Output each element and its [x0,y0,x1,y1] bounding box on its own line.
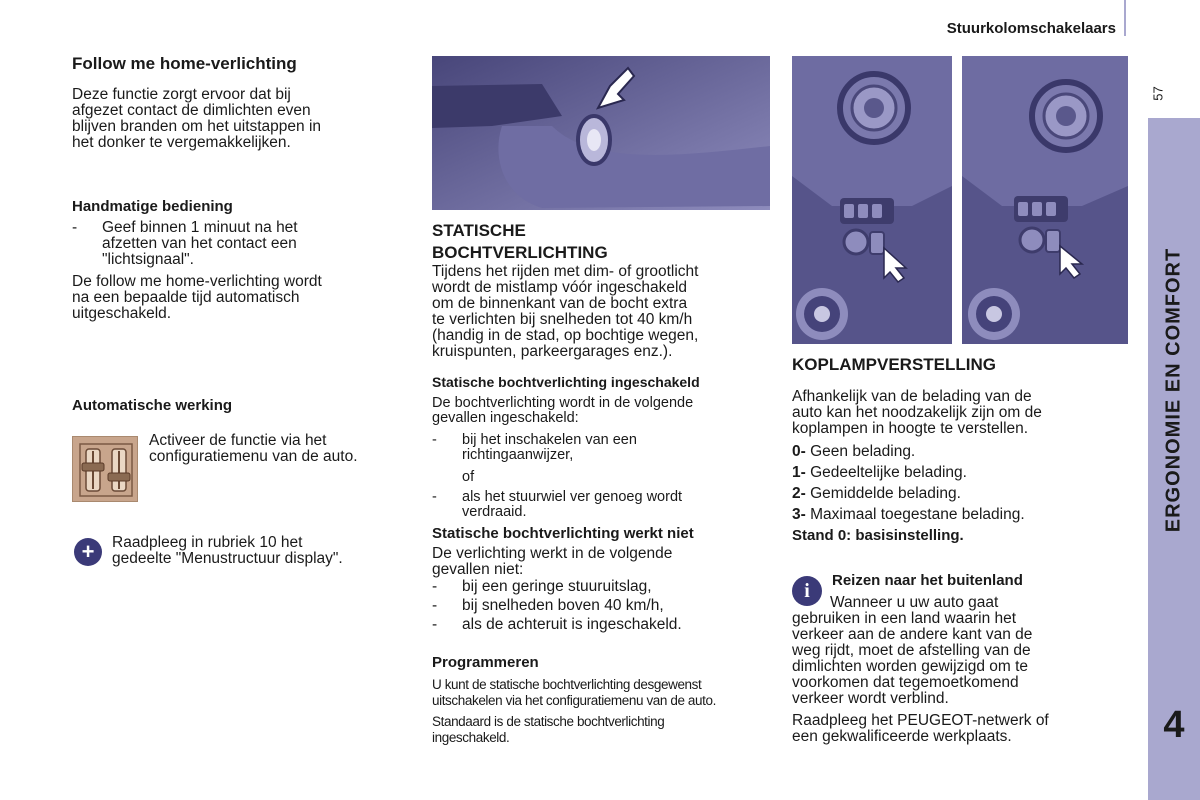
cornering-on-heading: Statische bochtverlichting ingeschakeld [432,374,700,390]
headlamp-adjustment-title: KOPLAMPVERSTELLING [792,355,997,374]
manual-operation-item: - Geef binnen 1 minuut na het afzetten van het contact een "lichtsignaal". [72,220,412,268]
static-cornering-intro: Tijdens het rijden met dim- of grootlicht wordt de mistlamp vóór ingeschakeld om de binnenkant van de bocht extra te verlichten bij snelheden tot 40 km/h (handig in de stad, op bochtige wegen, kruispunten, parkeergarages enz.). [432,263,699,360]
chapter-number: 4 [1163,704,1185,746]
load-level-3: 3- Maximaal toegestane belading. [792,506,1025,523]
dashboard-illustration-left [792,56,952,344]
page-header-title: Stuurkolomschakelaars [946,20,1116,37]
programming-heading: Programmeren [432,654,539,671]
load-level-1: 1- Gedeeltelijke belading. [792,464,967,481]
cornering-off-text: De verlichting werkt in de volgende gevallen niet: [432,545,673,578]
manual-operation-heading: Handmatige bediening [72,198,233,215]
load-levels-list [792,441,1025,525]
section-title-follow-me-home: Follow me home-verlichting [72,54,297,73]
abroad-text: Wanneer u uw auto gaat gebruiken in een land waarin het verkeer aan de andere kant van de weg rijdt, moet de afstelling van de dimlichten worden gewijzigd om te voorkomen dat tegemoetkomend verkeer wordt verblind. [792,594,1033,707]
dashboard-illustration-right [962,56,1128,344]
consult-menu-note: Raadpleeg in rubriek 10 het gedeelte "Menustructuur display". [112,534,343,567]
automatic-operation-heading: Automatische werking [72,397,233,414]
abroad-heading: Reizen naar het buitenland [832,572,1023,589]
cornering-off-item-2: - bij snelheden boven 40 km/h, [432,598,772,614]
chapter-tab [1148,118,1200,800]
settings-sliders-icon [72,436,138,502]
cornering-off-heading: Statische bochtverlichting werkt niet [432,525,694,542]
cornering-on-item-1: - bij het inschakelen van een richtingaanwijzer, [432,433,772,463]
fog-lamp-illustration [432,56,770,210]
cornering-on-text: De bochtverlichting wordt in de volgende gevallen ingeschakeld: [432,395,694,426]
cornering-off-item-3: - als de achteruit is ingeschakeld. [432,617,772,633]
cornering-on-or: of [462,469,475,485]
page-number: 57 [1150,86,1166,101]
follow-me-intro: Deze functie zorgt ervoor dat bij afgezet contact de dimlichten even blijven branden om het uitstappen in het donker te vergemakkelijken. [72,86,322,151]
automatic-operation-text: Activeer de functie via het configuratiemenu van de auto. [149,432,358,465]
cornering-on-item-2: - als het stuurwiel ver genoeg wordt verdraaid. [432,490,772,520]
basic-setting-note: Stand 0: basisinstelling. [792,527,964,544]
chapter-title: ERGONOMIE EN COMFORT [1162,247,1185,533]
header-rule [1124,0,1126,36]
headlamp-adjustment-intro: Afhankelijk van de belading van de auto kan het noodzakelijk zijn om de koplampen in hoogte te verstellen. [792,388,1042,437]
info-circle-icon: i [792,576,822,606]
programming-default: Standaard is de statische bochtverlichting ingeschakeld. [432,714,665,745]
abroad-consult-network: Raadpleeg het PEUGEOT-netwerk of een gekwalificeerde werkplaats. [792,712,1049,745]
load-level-2: 2- Gemiddelde belading. [792,485,961,502]
load-level-0: 0- Geen belading. [792,443,916,460]
manual-operation-note: De follow me home-verlichting wordt na een bepaalde tijd automatisch uitgeschakeld. [72,273,322,322]
plus-circle-icon: + [74,538,102,566]
programming-text: U kunt de statische bochtverlichting desgewenst uitschakelen via het configuratiemenu van de auto. [432,677,716,708]
static-cornering-title: STATISCHE BOCHTVERLICHTING [432,221,608,262]
cornering-off-item-1: - bij een geringe stuuruitslag, [432,579,772,595]
